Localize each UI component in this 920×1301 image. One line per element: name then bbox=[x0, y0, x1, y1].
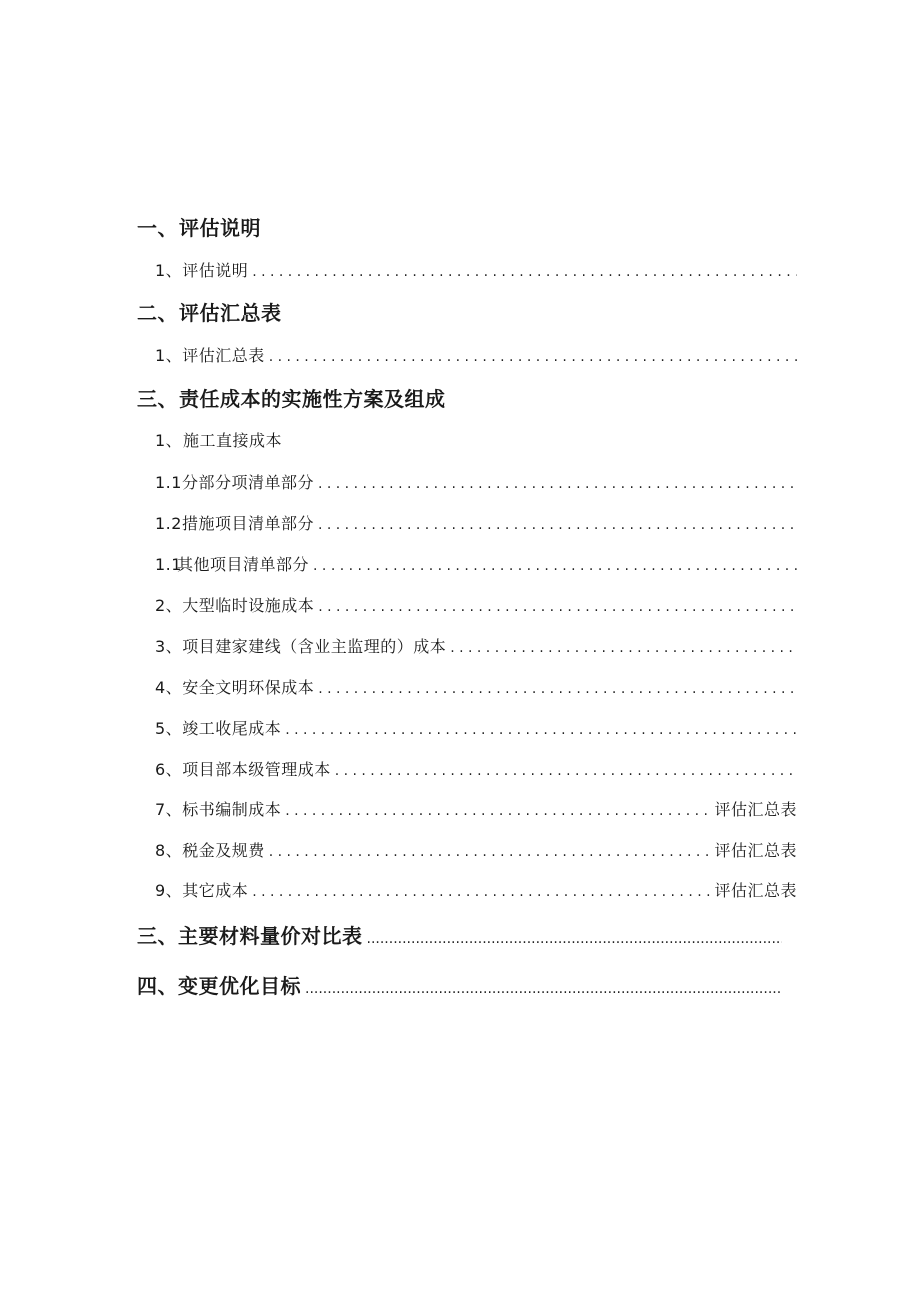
toc-leader-dots bbox=[252, 264, 797, 280]
toc-leader-dots bbox=[285, 722, 797, 738]
toc-item-title: 大型临时设施成本 bbox=[182, 596, 315, 615]
toc-section-title: 责任成本的实施性方案及组成 bbox=[179, 387, 446, 411]
toc-page-reference: 评估汇总表 bbox=[714, 800, 797, 819]
toc-leader-dots bbox=[285, 803, 710, 819]
toc-item-3[interactable] bbox=[155, 428, 797, 451]
toc-item-number: 7、 bbox=[155, 800, 183, 819]
toc-item-number: 8、 bbox=[155, 841, 183, 860]
toc-item-number: 5、 bbox=[155, 719, 183, 738]
toc-section-1[interactable] bbox=[137, 212, 777, 241]
toc-leader-dots bbox=[367, 931, 783, 947]
toc-section-number: 三、 bbox=[137, 387, 178, 411]
toc-section-title: 评估汇总表 bbox=[179, 301, 282, 325]
toc-leader-dots bbox=[269, 349, 797, 365]
toc-item-title: 其它成本 bbox=[182, 881, 249, 900]
toc-section-number: 二、 bbox=[137, 301, 178, 325]
toc-section-4[interactable] bbox=[137, 920, 782, 949]
toc-leader-dots bbox=[450, 640, 797, 656]
toc-item-2[interactable] bbox=[155, 343, 797, 366]
toc-item-title: 其他项目清单部分 bbox=[177, 555, 310, 574]
toc-section-2[interactable] bbox=[137, 297, 777, 326]
toc-item-8[interactable] bbox=[155, 634, 797, 657]
toc-item-11[interactable] bbox=[155, 757, 797, 780]
toc-section-number: 一、 bbox=[137, 216, 178, 240]
toc-item-10[interactable] bbox=[155, 716, 797, 739]
toc-item-number: 9、 bbox=[155, 881, 183, 900]
toc-leader-dots bbox=[318, 681, 797, 697]
toc-item-number: 1.2 bbox=[155, 514, 182, 533]
toc-item-title: 项目部本级管理成本 bbox=[182, 760, 331, 779]
toc-item-title: 分部分项清单部分 bbox=[181, 473, 314, 492]
toc-item-7[interactable] bbox=[155, 593, 797, 616]
toc-section-3[interactable] bbox=[137, 383, 777, 412]
toc-item-1[interactable] bbox=[155, 258, 797, 281]
toc-item-title: 竣工收尾成本 bbox=[182, 719, 282, 738]
toc-leader-dots bbox=[335, 763, 797, 779]
toc-item-number: 6、 bbox=[155, 760, 183, 779]
toc-item-title: 施工直接成本 bbox=[183, 431, 283, 450]
toc-page-reference: 评估汇总表 bbox=[714, 841, 797, 860]
toc-item-12[interactable] bbox=[155, 797, 797, 820]
toc-section-title: 主要材料量价对比表 bbox=[178, 924, 363, 948]
toc-section-5[interactable] bbox=[137, 970, 782, 999]
toc-item-number: 4、 bbox=[155, 678, 183, 697]
toc-item-title: 评估汇总表 bbox=[182, 346, 265, 365]
toc-item-number: 1、 bbox=[155, 261, 183, 280]
toc-item-title: 安全文明环保成本 bbox=[182, 678, 315, 697]
toc-leader-dots bbox=[313, 558, 797, 574]
toc-section-title: 评估说明 bbox=[179, 216, 261, 240]
toc-leader-dots bbox=[318, 476, 797, 492]
toc-item-title: 措施项目清单部分 bbox=[181, 514, 314, 533]
toc-item-number: 1、 bbox=[155, 346, 183, 365]
toc-item-number: 2、 bbox=[155, 596, 183, 615]
toc-item-number: 1.1 bbox=[155, 555, 182, 574]
toc-item-9[interactable] bbox=[155, 675, 797, 698]
toc-item-number: 1.1 bbox=[155, 473, 182, 492]
toc-item-14[interactable] bbox=[155, 878, 797, 901]
toc-item-6[interactable] bbox=[155, 552, 797, 575]
toc-leader-dots bbox=[318, 599, 797, 615]
toc-item-title: 标书编制成本 bbox=[182, 800, 282, 819]
toc-section-title: 变更优化目标 bbox=[178, 974, 301, 998]
toc-item-number: 3、 bbox=[155, 637, 183, 656]
toc-leader-dots bbox=[269, 844, 711, 860]
toc-leader-dots bbox=[305, 981, 782, 997]
toc-leader-dots bbox=[252, 884, 710, 900]
toc-item-5[interactable] bbox=[155, 511, 797, 534]
toc-item-title: 评估说明 bbox=[182, 261, 249, 280]
toc-item-13[interactable] bbox=[155, 838, 797, 861]
toc-item-4[interactable] bbox=[155, 470, 797, 493]
toc-section-number: 三、 bbox=[137, 924, 178, 948]
toc-leader-dots bbox=[318, 517, 797, 533]
toc-section-number: 四、 bbox=[137, 974, 178, 998]
toc-item-title: 项目建家建线（含业主监理的）成本 bbox=[182, 637, 447, 656]
toc-item-number: 1、 bbox=[155, 431, 183, 450]
toc-item-title: 税金及规费 bbox=[182, 841, 265, 860]
toc-page-reference: 评估汇总表 bbox=[714, 881, 797, 900]
